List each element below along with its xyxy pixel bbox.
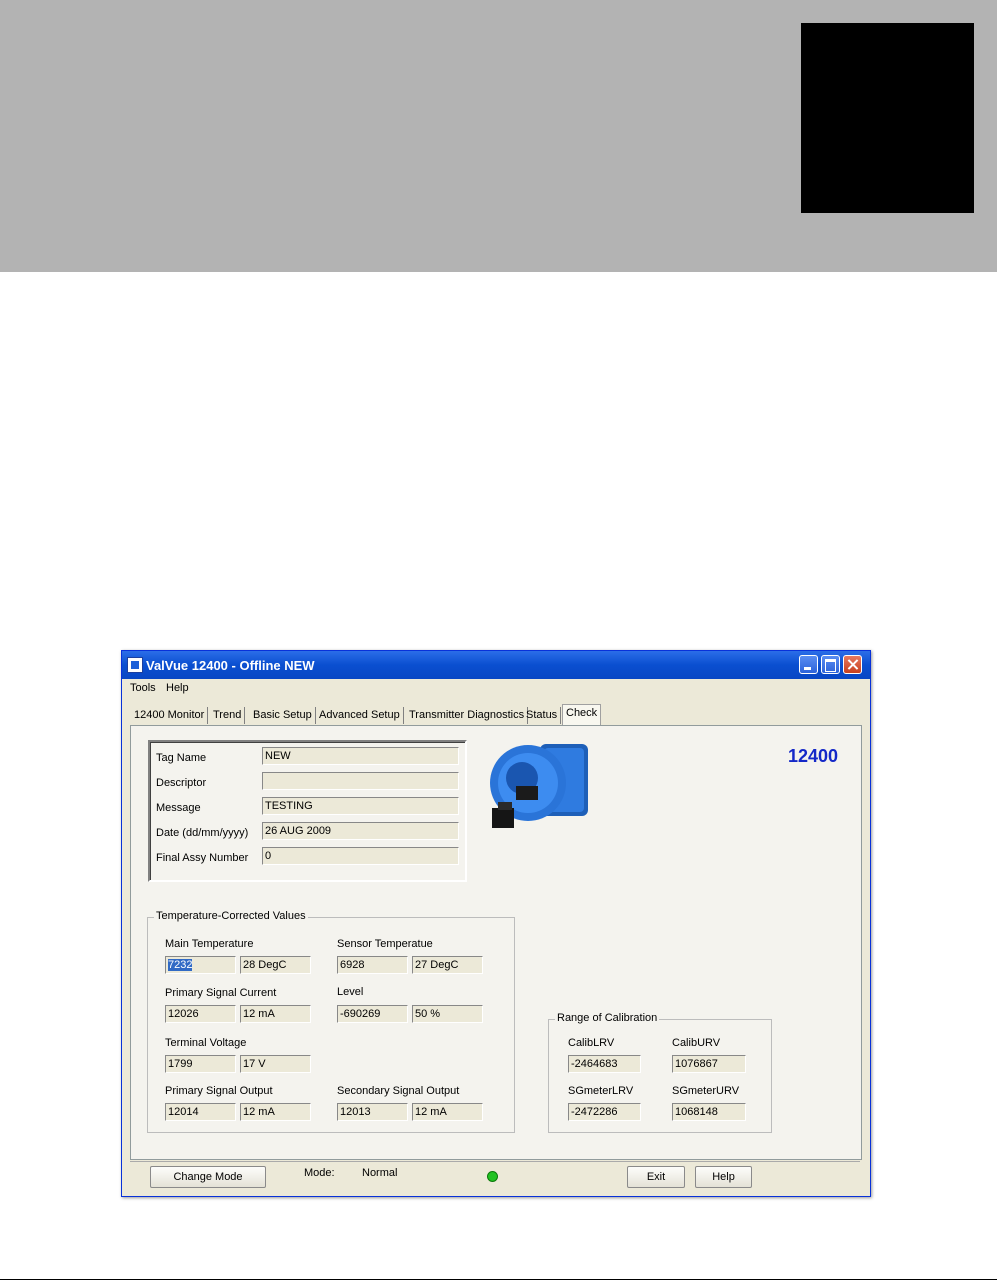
sgmeter-lrv-field[interactable]: -2472286	[568, 1103, 641, 1121]
primary-signal-current-raw[interactable]: 12026	[165, 1005, 236, 1023]
mode-label: Mode:	[304, 1167, 335, 1179]
tab-transmitter-diagnostics[interactable]: Transmitter Diagnostics	[406, 707, 528, 724]
status-led-icon	[487, 1171, 498, 1182]
tab-12400-monitor[interactable]: 12400 Monitor	[131, 707, 208, 724]
primary-signal-current-value[interactable]: 12 mA	[240, 1005, 311, 1023]
app-icon	[127, 657, 143, 673]
footer-separator	[130, 1161, 860, 1162]
window-title: ValVue 12400 - Offline NEW	[146, 658, 315, 673]
primary-signal-output-label: Primary Signal Output	[165, 1085, 273, 1097]
descriptor-field[interactable]	[262, 772, 459, 790]
menu-bar	[122, 679, 870, 699]
temperature-group	[147, 910, 515, 1133]
secondary-signal-output-label: Secondary Signal Output	[337, 1085, 460, 1097]
secondary-signal-output-raw[interactable]: 12013	[337, 1103, 408, 1121]
mode-value: Normal	[362, 1167, 398, 1179]
date-label: Date (dd/mm/yyyy)	[156, 827, 249, 839]
terminal-voltage-label: Terminal Voltage	[165, 1037, 247, 1049]
tag-name-field[interactable]: NEW	[262, 747, 459, 765]
final-assy-label: Final Assy Number	[156, 852, 249, 864]
tab-basic-setup[interactable]: Basic Setup	[250, 707, 316, 724]
message-label: Message	[156, 802, 201, 814]
primary-signal-output-value[interactable]: 12 mA	[240, 1103, 311, 1121]
menu-tools[interactable]: Tools	[130, 682, 156, 694]
temperature-group-title: Temperature-Corrected Values	[156, 910, 306, 922]
sgmeter-urv-field[interactable]: 1068148	[672, 1103, 746, 1121]
title-bar[interactable]	[122, 651, 870, 679]
menu-help[interactable]: Help	[166, 682, 189, 694]
level-label: Level	[337, 986, 364, 998]
chapter-tab-block	[801, 23, 974, 213]
terminal-voltage-raw[interactable]: 1799	[165, 1055, 236, 1073]
calibration-group	[548, 1012, 772, 1133]
calib-lrv-label: CalibLRV	[568, 1037, 615, 1049]
calib-lrv-field[interactable]: -2464683	[568, 1055, 641, 1073]
calibration-group-title: Range of Calibration	[557, 1012, 658, 1024]
close-button[interactable]	[843, 655, 862, 674]
sensor-temperature-value[interactable]: 27 DegC	[412, 956, 483, 974]
exit-button[interactable]: Exit	[627, 1166, 685, 1188]
level-value[interactable]: 50 %	[412, 1005, 483, 1023]
descriptor-label: Descriptor	[156, 777, 207, 789]
tab-check[interactable]: Check	[562, 704, 601, 725]
terminal-voltage-value[interactable]: 17 V	[240, 1055, 311, 1073]
tab-status[interactable]: Status	[523, 707, 561, 724]
primary-signal-output-raw[interactable]: 12014	[165, 1103, 236, 1121]
check-tab-panel	[130, 725, 862, 1160]
device-info-box	[148, 740, 467, 882]
sensor-temperature-label: Sensor Temperatue	[337, 938, 433, 950]
primary-signal-current-label: Primary Signal Current	[165, 987, 277, 999]
final-assy-field[interactable]: 0	[262, 847, 459, 865]
app-window	[121, 650, 871, 1197]
help-button[interactable]: Help	[695, 1166, 752, 1188]
tab-advanced-setup[interactable]: Advanced Setup	[316, 707, 404, 724]
footer-rule	[0, 1279, 997, 1280]
device-photo	[478, 738, 593, 836]
calib-urv-label: CalibURV	[672, 1037, 721, 1049]
change-mode-button[interactable]: Change Mode	[150, 1166, 266, 1188]
sgmeter-lrv-label: SGmeterLRV	[568, 1085, 634, 1097]
sensor-temperature-raw[interactable]: 6928	[337, 956, 408, 974]
maximize-button[interactable]	[821, 655, 840, 674]
tag-name-label: Tag Name	[156, 752, 207, 764]
minimize-button[interactable]	[799, 655, 818, 674]
message-field[interactable]: TESTING	[262, 797, 459, 815]
main-temperature-raw[interactable]: 7232	[165, 956, 236, 974]
secondary-signal-output-value[interactable]: 12 mA	[412, 1103, 483, 1121]
tab-trend[interactable]: Trend	[210, 707, 245, 724]
model-label: 12400	[788, 746, 839, 766]
calib-urv-field[interactable]: 1076867	[672, 1055, 746, 1073]
level-raw[interactable]: -690269	[337, 1005, 408, 1023]
sgmeter-urv-label: SGmeterURV	[672, 1085, 740, 1097]
main-temperature-label: Main Temperature	[165, 938, 254, 950]
main-temperature-value[interactable]: 28 DegC	[240, 956, 311, 974]
date-field[interactable]: 26 AUG 2009	[262, 822, 459, 840]
